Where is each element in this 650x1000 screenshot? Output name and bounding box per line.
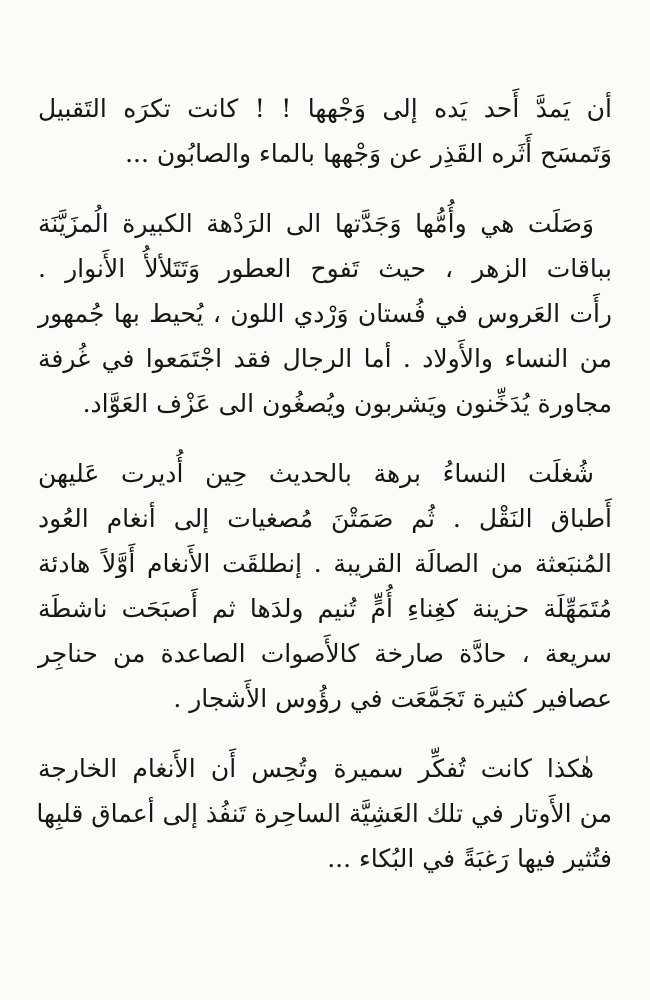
text-line: عصافير كثيرة تَجَمَّعَت في رؤُوس الأَشجار . — [173, 684, 612, 713]
text-line: مجاورة يُدَخِّنون ويَشربون ويُصغُون الى عَزْف العَوَّاد. — [82, 389, 612, 418]
text-line: سريعة ، حادَّة صارخة كالأَصوات الصاعدة من حناجِر — [38, 639, 612, 668]
text-line: مُتَمَهِّلَة حزينة كغِناءِ أُمٍّ تُنيم ولدَها ثم أَصبَحَت ناشطَة — [38, 594, 612, 623]
text-line: فتُثير فيها رَغبَةً في البُكاء ... — [327, 844, 612, 873]
text-line: هٰكذا كانت تُفكِّر سميرة وتُحِس أَن الأَنغام الخارجة — [38, 754, 594, 783]
paragraph-4 — [38, 746, 612, 881]
text-line: وَتَمسَح أَثَره القَذِر عن وَجْهها بالماء والصابُون ... — [125, 139, 612, 168]
text-line: المُنبَعثة من الصالَة القريبة . إنطلقَت الأَنغام أَوَّلاً هادئة — [38, 549, 612, 578]
text-line: بباقات الزهر ، حيث تَفوح العطور وَتَتَلألأُ الأَنوار . — [38, 254, 612, 283]
text-line: من الأَوتار في تلك العَشِيَّة الساحِرة تَنفُذ إلى أعماق قلبِها — [36, 799, 612, 828]
text-line: من النساء والأَولاد . أما الرجال فقد اجْتَمَعوا في غُرفة — [38, 344, 612, 373]
text-line: شُغلَت النساءُ برهة بالحديث حِين أُديرت عَليهن — [38, 459, 594, 488]
text-line: أَطباق النَقْل . ثُم صَمَتْنَ مُصغيات إلى أنغام العُود — [38, 504, 612, 533]
paragraph-3 — [38, 451, 612, 721]
text-line: أن يَمدَّ أَحد يَده إلى وَجْهها ! ! كانت تكرَه التَقبيل — [38, 94, 612, 123]
text-line: رأَت العَروس في فُستان وَرْدي اللون ، يُحيط بها جُمهور — [38, 299, 612, 328]
paragraph-2 — [38, 201, 612, 426]
paragraph-1 — [38, 86, 612, 176]
text-line: وَصَلَت هي وأُمُّها وَجَدَّتها الى الرَدْهة الكبيرة الُمزَيَّنَة — [38, 209, 594, 238]
